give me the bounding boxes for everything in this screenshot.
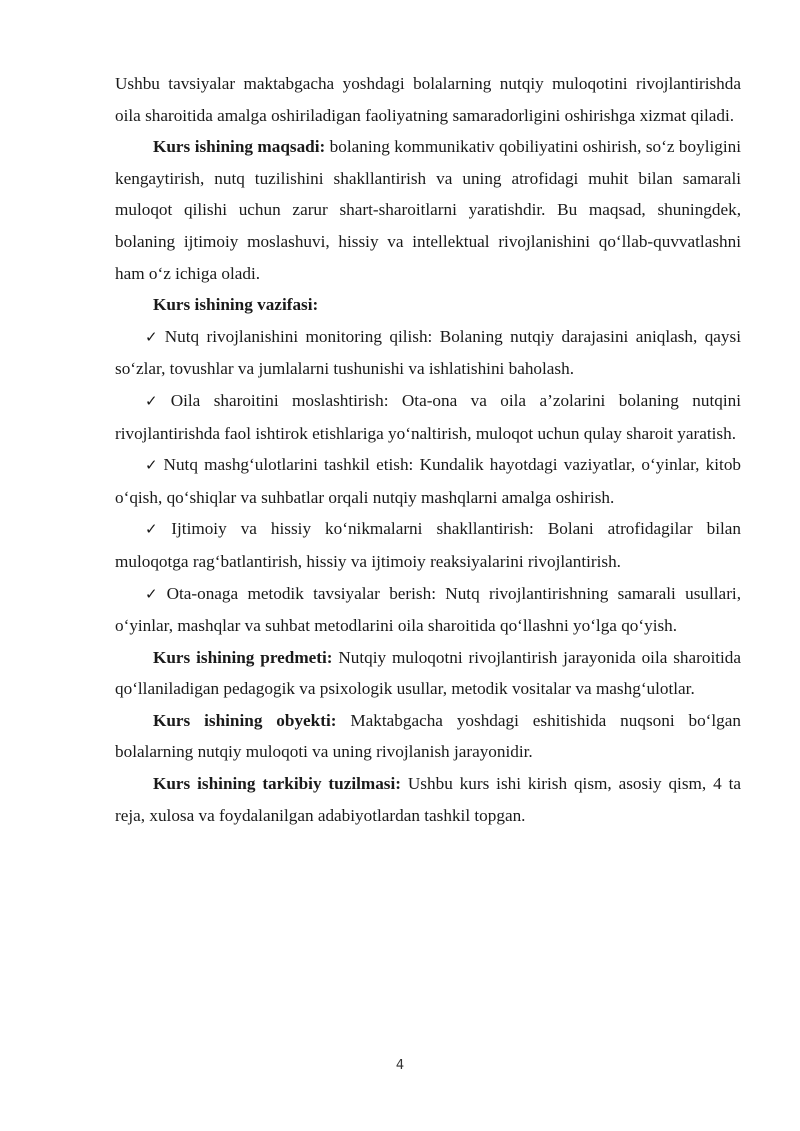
check-mark-icon: ✓ bbox=[145, 391, 167, 410]
check-mark-icon: ✓ bbox=[145, 584, 163, 603]
subject-paragraph bbox=[115, 642, 741, 705]
structure-label: Kurs ishining tarkibiy tuzilmasi: bbox=[153, 774, 401, 794]
object-paragraph bbox=[115, 705, 741, 768]
intro-paragraph: Ushbu tavsiyalar maktabgacha yoshdagi bolalarning nutqiy muloqotini rivojlantirishda oila sharoitida amalga oshiriladigan faoliyatning samaradorligini oshirishga xizmat qiladi. bbox=[115, 74, 741, 125]
task-item-3 bbox=[115, 449, 741, 513]
structure-text: Ushbu kurs ishi kirish qism, asosiy qism, 4 ta reja, xulosa va foydalanilgan adabiyotlardan tashkil topgan. bbox=[115, 774, 741, 825]
task-item-text: Ota-onaga metodik tavsiyalar berish: Nutq rivojlantirishning samarali usullari, o‘yinlar, mashqlar va suhbat metodlarini oila sharoitida qo‘llashni yo‘lga qo‘yish. bbox=[115, 583, 741, 636]
structure-paragraph bbox=[115, 768, 741, 831]
goal-label: Kurs ishining maqsadi: bbox=[153, 137, 326, 157]
subject-label: Kurs ishining predmeti: bbox=[153, 647, 333, 667]
subject-text: Nutqiy muloqotni rivojlantirish jarayonida oila sharoitida qo‘llaniladigan pedagogik va psixologik usullar, metodik vositalar va mashg‘ulotlar. bbox=[115, 647, 741, 699]
task-item-2 bbox=[115, 385, 741, 449]
check-mark-icon: ✓ bbox=[145, 520, 168, 539]
tasks-heading bbox=[115, 289, 741, 321]
object-text: Maktabgacha yoshdagi eshitishida nuqsoni bo‘lgan bolalarning nutqiy muloqoti va uning rivojlanish jarayonidir. bbox=[115, 710, 741, 762]
check-mark-icon: ✓ bbox=[145, 327, 161, 346]
task-item-text: Nutq rivojlanishini monitoring qilish: Bolaning nutqiy darajasini aniqlash, qaysi so‘zlar, tovushlar va jumlalarni tushunishi va ishlatishini baholash. bbox=[115, 326, 741, 379]
task-item-4 bbox=[115, 513, 741, 577]
goal-paragraph bbox=[115, 131, 741, 289]
task-item-text: Ijtimoiy va hissiy ko‘nikmalarni shakllantirish: Bolani atrofidagilar bilan muloqotga rag‘batlantirish, hissiy va ijtimoiy reaksiyalarini rivojlantirish. bbox=[115, 519, 741, 571]
tasks-label: Kurs ishining vazifasi: bbox=[153, 295, 319, 315]
page-number: 4 bbox=[395, 1058, 405, 1073]
check-mark-icon: ✓ bbox=[145, 456, 160, 475]
task-item-text: Oila sharoitini moslashtirish: Ota-ona va oila a’zolarini bolaning nutqini rivojlantirishda faol ishtirok etishlariga yo‘naltirish, muloqot uchun qulay sharoit yaratish. bbox=[115, 390, 741, 443]
task-item-5 bbox=[115, 578, 741, 642]
object-label: Kurs ishining obyekti: bbox=[153, 710, 337, 730]
goal-text: bolaning kommunikativ qobiliyatini oshirish, so‘z boyligini kengaytirish, nutq tuzilishini shakllantirish va uning atrofidagi muhit bilan samarali muloqot qilishi uchun zarur shart-sharoitlarni yaratishdir. Bu maqsad, shuningdek, bolaning ijtimoiy moslashuvi, hissiy va intellektual rivojlanishini qo‘llab-quvvatlashni ham o‘z ichiga oladi. bbox=[115, 137, 741, 283]
document-body bbox=[115, 68, 741, 831]
task-item-1 bbox=[115, 321, 741, 385]
task-item-text: Nutq mashg‘ulotlarini tashkil etish: Kundalik hayotdagi vaziyatlar, o‘yinlar, kitob o‘qish, qo‘shiqlar va suhbatlar orqali nutqiy mashqlarni amalga oshirish. bbox=[115, 455, 742, 507]
